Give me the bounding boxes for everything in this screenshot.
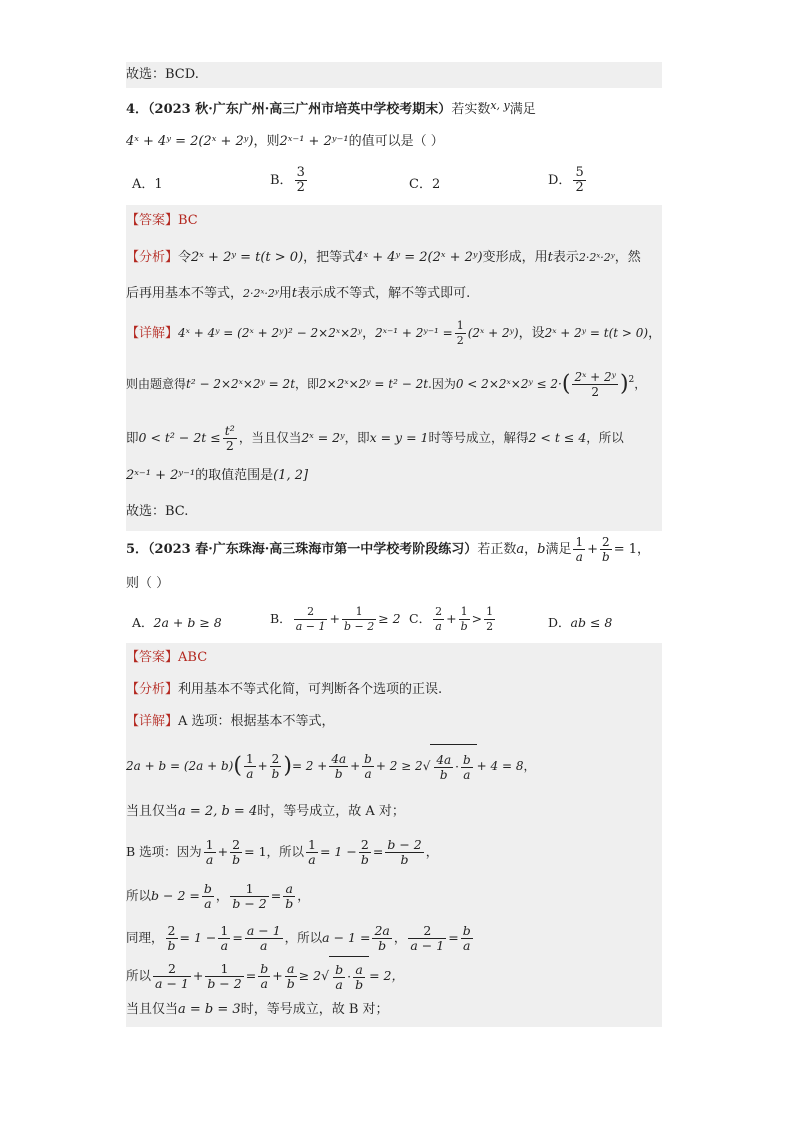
q4-number: 4． [126,102,149,117]
q4-detail-text: ，设 [518,326,545,341]
q5-stem-text: = 1， [613,542,650,557]
q5-option-c-value: > [471,611,483,626]
q5-stem-line2 [126,574,662,596]
q5-option-b-value: ≥ 2 [378,611,401,626]
q5-eq-math: + 2 ≥ 2 [375,759,423,773]
q4-answer-value: BC [178,213,198,228]
q5-stem-var-a: a [516,542,525,557]
q4-analysis-math: t [547,250,553,265]
q4-detail-math: 2 < t ≤ 4 [528,430,587,445]
q5-eq-math: = 2 + [291,759,328,773]
q4-option-d [548,166,588,195]
q5-text: 所以 [126,968,152,983]
q4-option-a-label: A． [132,177,155,192]
q5-analysis [126,680,662,702]
q4-detail-text: ，即 [344,430,370,445]
q4-detail-text: ，当且仅当 [238,430,302,445]
q4-detail-line3 [126,418,662,458]
q5-text: ， [425,844,439,859]
q5-text: 时，等号成立，故 B 对； [240,1002,389,1017]
q5-text: ， [215,888,229,903]
q4-stem-line2 [126,132,662,154]
q4-analysis-math: 2·2ˣ·2ʸ [243,287,279,300]
q5-option-d-value: ab ≤ 8 [570,615,613,630]
q4-detail-math: t² − 2×2ˣ×2ʸ = 2t [186,377,296,391]
q4-ask-expr: 2ˣ⁻¹ + 2ʸ⁻¹ [279,134,349,149]
q4-option-c-label: C． [409,177,432,192]
q4-detail-math: 2×2ˣ×2ʸ = t² − 2t [319,377,429,391]
q4-option-b-den: 2 [296,180,305,195]
q4-analysis-math: 4ˣ + 4ʸ = 2(2ˣ + 2ʸ) [355,250,483,265]
q4-analysis-text: 表示 [552,250,579,265]
q4-detail-math: 2ˣ = 2ʸ [301,430,345,445]
q5-math: a = b = 3 [178,1002,241,1017]
q5-option-a [132,613,222,633]
q4-analysis-text: 用 [278,286,292,301]
q4-option-a [132,175,163,195]
q5-line-c: 所以b − 2 = $\frac{b}{a}$ ， $\frac{1}{b - 2}$ = $\frac{a}{b}$ ， [126,881,310,911]
q5-math: ≥ 2 [298,968,322,983]
q5-math: + [272,968,283,983]
q4-option-c-value: 2 [431,177,441,192]
q4-detail-math: 0 < 2×2ˣ×2ʸ ≤ 2· [455,377,562,391]
q5-option-b: B． $\frac{2}{a - 1}$ + $\frac{1}{b - 2}$ ≥ 2 [270,605,401,633]
q5-text: ，所以 [284,930,323,945]
q5-text: ， [297,888,310,903]
q4-option-d-label: D． [548,173,572,188]
q5-math: = 2， [369,968,404,983]
q5-math: a − 1 = [322,930,371,945]
q4-analysis-text: 后再用基本不等式， [126,286,244,301]
q4-detail-math: (2ˣ + 2ʸ) [467,326,519,340]
q5-line-f [126,1000,662,1022]
q5-analysis-text: 利用基本不等式化简，可判断各个选项的正误. [178,682,443,697]
q5-stem-var-b: b [537,542,546,557]
prev-conclusion [126,62,662,88]
q4-ask-a: ，则 [253,134,280,149]
q5-math: b − 2 = [151,888,200,903]
q4-option-b [270,166,309,195]
q4-option-d-num: 5 [575,165,584,180]
q5-line-e: 所以 $\frac{2}{a - 1}$ + $\frac{1}{b - 2}$ = $\frac{b}{a}$ + $\frac{a}{b}$ ≥ 2√ $\frac{b}{a}$ · $\frac{a}{b}$ = 2， [126,956,662,996]
q5-option-a-value: 2a + b ≥ 8 [153,615,222,630]
q4-detail-line4 [126,466,662,488]
q4-option-a-value: 1 [154,177,163,192]
q4-detail-frac-num: 2ˣ + 2ʸ [574,370,616,384]
q5-math: = [232,930,243,945]
q4-answer-tag: 【答案】 [126,213,179,228]
q4-analysis-math: 2·2ˣ·2ʸ [578,251,615,264]
q5-option-b-label: B． [270,611,292,626]
q5-source: （2023 春·广东珠海·高三珠海市第一中学校考阶段练习） [148,542,478,557]
q5-eq-math: 2a + b = (2a + b) [126,759,234,773]
q5-text: 当且仅当 [126,804,179,819]
q5-line-d: 同理， $\frac{2}{b}$ = 1 − $\frac{1}{a}$ = $\frac{a - 1}{a}$ ，所以a − 1 = $\frac{2a}{b}$ ， $\frac{2}{a - 1}$ = $\frac{b}{a}$ [126,923,471,953]
q5-text: = 1，所以 [244,844,305,859]
q5-option-d-label: D． [548,615,571,630]
q5-eq-math: + 4 = 8 [476,759,524,773]
q4-conclusion-text: 故选：BC. [126,504,189,519]
q5-options [126,605,662,641]
q4-detail-text: ，即 [295,377,320,391]
q5-equation-a: 2a + b = (2a + b)( $\frac{1}{a}$ + $\frac{2}{b}$ )= 2 + $\frac{4a}{b}$ + $\frac{b}{a}$ + 2 ≥ 2√ $\frac{4a}{b}$ · $\frac{b}{a}$ + 4 = 8， [126,744,662,788]
q4-stem-text-b: 满足 [509,102,536,117]
q4-analysis-line1 [126,248,662,270]
q5-math: = [270,888,282,903]
q4-ask-b: 的值可以是（ ） [348,134,444,149]
q4-options [126,166,662,202]
q5-math: = 1 − [179,930,217,945]
q4-detail-text: ，所以 [586,430,624,445]
q5-answer-value: ABC [178,650,208,665]
q4-detail-text: 即 [126,430,139,445]
q5-option-d [548,613,612,633]
q5-text: B 选项：因为 [126,844,202,859]
q4-analysis-tag: 【分析】 [126,250,179,265]
q5-option-c-label: C． [409,611,432,626]
q5-answer-tag: 【答案】 [126,650,179,665]
q4-answer [126,211,662,233]
q4-detail-tag: 【详解】 [126,326,179,341]
q4-detail-math: x = y = 1 [369,430,429,445]
q4-analysis-line2 [126,284,662,306]
q5-math: + [192,968,204,983]
q5-stem-ask: 则（ ） [126,576,170,591]
q5-number: 5． [126,542,149,557]
q4-detail-math: 2ˣ⁻¹ + 2ʸ⁻¹ [126,468,196,483]
q5-math: = [448,930,459,945]
q4-detail-line2: 则由题意得t² − 2×2ˣ×2ʸ = 2t，即2×2ˣ×2ʸ = t² − 2t.因为0 < 2×2ˣ×2ʸ ≤ 2·( $\frac{\text{2ˣ + 2ʸ}}{2}$ )$^2$， [126,370,647,399]
q5-line-a [126,802,662,824]
q4-detail-text: .因为 [428,377,456,391]
q4-condition: 4ˣ + 4ʸ = 2(2ˣ + 2ʸ) [126,134,254,149]
q4-detail-text: 时等号成立，解得 [428,430,529,445]
q4-detail-math: (1, 2] [273,468,309,483]
q4-analysis-text: 表示成不等式，解不等式即可. [297,286,471,301]
q4-detail-frac-den: 2 [591,385,600,399]
q4-analysis-math: t [291,286,298,301]
q5-stem-text: ， [524,542,538,557]
q4-detail-text: 则由题意得 [126,377,187,391]
q4-detail-text: 的取值范围是 [195,468,274,483]
q4-detail-line1: 【详解】4ˣ + 4ʸ = (2ˣ + 2ʸ)² − 2×2ˣ×2ʸ，2ˣ⁻¹ + 2ʸ⁻¹ = $\frac{1}{2}$ (2ˣ + 2ʸ)，设2ˣ + 2ʸ = t(t > 0)， [126,319,662,347]
q5-eq-text: ， [523,759,536,773]
q5-math: = [372,844,384,859]
q5-line-b: B 选项：因为 $\frac{1}{a}$ + $\frac{2}{b}$ = 1，所以 $\frac{1}{a}$ = 1 − $\frac{2}{b}$ = $\frac{b - 2}{b}$ ， [126,837,439,867]
q5-stem-text: 若正数 [477,542,517,557]
q4-analysis-math: 2ˣ + 2ʸ = t(t > 0) [191,250,304,265]
q4-detail-math: 2ˣ + 2ʸ = t(t > 0) [544,326,649,340]
q5-option-c: C． $\frac{2}{a}$ + $\frac{1}{b}$ > $\frac{1}{2}$ [409,605,494,633]
q4-analysis-text: 令 [178,250,192,265]
q4-source: （2023 秋·广东广州·高三广州市培英中学校考期末） [148,102,452,117]
q5-text: 同理， [126,930,164,945]
q4-option-d-den: 2 [575,180,584,195]
q5-answer [126,648,662,670]
q5-stem-text: 满足 [545,542,572,557]
q4-detail-math: 4ˣ + 4ʸ = (2ˣ + 2ʸ)² − 2×2ˣ×2ʸ [178,326,363,340]
q4-analysis-text: 变形成，用 [482,250,548,265]
q4-analysis-text: ，把等式 [303,250,356,265]
q4-option-b-num: 3 [296,165,305,180]
q4-detail-text: ， [634,377,647,391]
q4-detail-text: ， [362,326,376,341]
q4-option-b-label: B． [270,173,293,188]
q4-detail-frac-den: 2 [225,438,234,453]
q5-math: a = 2, b = 4 [178,804,258,819]
q5-text: 当且仅当 [126,1002,179,1017]
q4-conclusion [126,502,662,524]
q4-option-c [409,175,440,195]
q4-detail-math: 2ˣ⁻¹ + 2ʸ⁻¹ = [375,326,453,340]
q4-stem-text: 若实数 [451,102,491,117]
q4-analysis-text: ，然 [614,250,641,265]
q5-analysis-tag: 【分析】 [126,682,179,697]
prev-conclusion-text: 故选：BCD. [126,67,199,82]
q4-detail-frac-num: t² [224,423,235,438]
q5-text: 时，等号成立，故 A 对； [257,804,405,819]
q5-stem-line1: 5．（2023 春·广东珠海·高三珠海市第一中学校考阶段练习）若正数a，b满足 $\frac{1}{a}$ + $\frac{2}{b}$ = 1， [126,535,650,564]
q5-detail-tag: 【详解】 [126,714,179,729]
q4-detail-math: 0 < t² − 2t ≤ [138,430,221,445]
q4-detail-text: ， [648,326,662,341]
q5-text: ， [393,930,407,945]
q5-detail-intro [126,712,662,734]
q4-stem-line1 [126,96,662,118]
q4-stem-vars: x, y [490,99,510,112]
q5-math: = [245,968,257,983]
q5-detail-text: A 选项：根据基本不等式， [178,714,335,729]
q5-math: = 1 − [319,844,357,859]
q5-option-a-label: A． [132,615,154,630]
q5-text: 所以 [126,888,152,903]
